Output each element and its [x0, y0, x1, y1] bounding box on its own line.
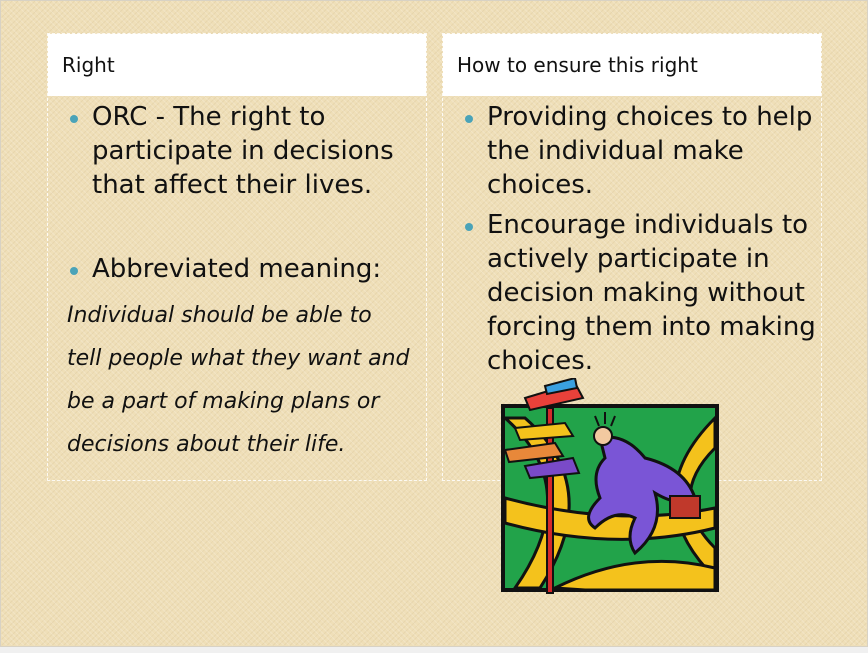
abbreviated-meaning-label: Abbreviated meaning:: [92, 254, 382, 284]
bullet-dot-icon: [465, 115, 473, 123]
right-bullet-list: [62, 100, 420, 286]
bullet-item: [62, 252, 420, 286]
how-to-column-header: [443, 34, 821, 96]
bullet-dot-icon: [70, 115, 78, 123]
italic-line: be a part of making plans or: [67, 389, 380, 414]
right-column-header: [48, 34, 426, 96]
right-column: [47, 33, 427, 481]
orc-right-text: ORC - The right to participate in decisions that affect their lives.: [92, 102, 394, 200]
crossroads-signpost-figure-icon: [495, 378, 725, 596]
italic-line: tell people what they want and: [67, 346, 410, 371]
bullet-item: [62, 100, 420, 202]
providing-choices-text: Providing choices to help the individual make choices.: [487, 102, 813, 200]
bullet-dot-icon: [70, 267, 78, 275]
bullet-item: [457, 208, 817, 378]
right-column-header-label: Right: [62, 53, 115, 77]
right-column-body: [62, 100, 420, 286]
italic-line: decisions about their life.: [67, 432, 346, 457]
abbreviated-meaning-text: [67, 294, 427, 466]
how-to-bullet-list: [457, 100, 817, 378]
italic-line: Individual should be able to: [67, 303, 372, 328]
bullet-dot-icon: [465, 223, 473, 231]
how-to-column-body: [457, 100, 817, 378]
how-to-column-header-label: How to ensure this right: [457, 53, 698, 77]
encourage-participation-text: Encourage individuals to actively participate in decision making without forcing them into making choices.: [487, 210, 816, 376]
bullet-item: [457, 100, 817, 202]
